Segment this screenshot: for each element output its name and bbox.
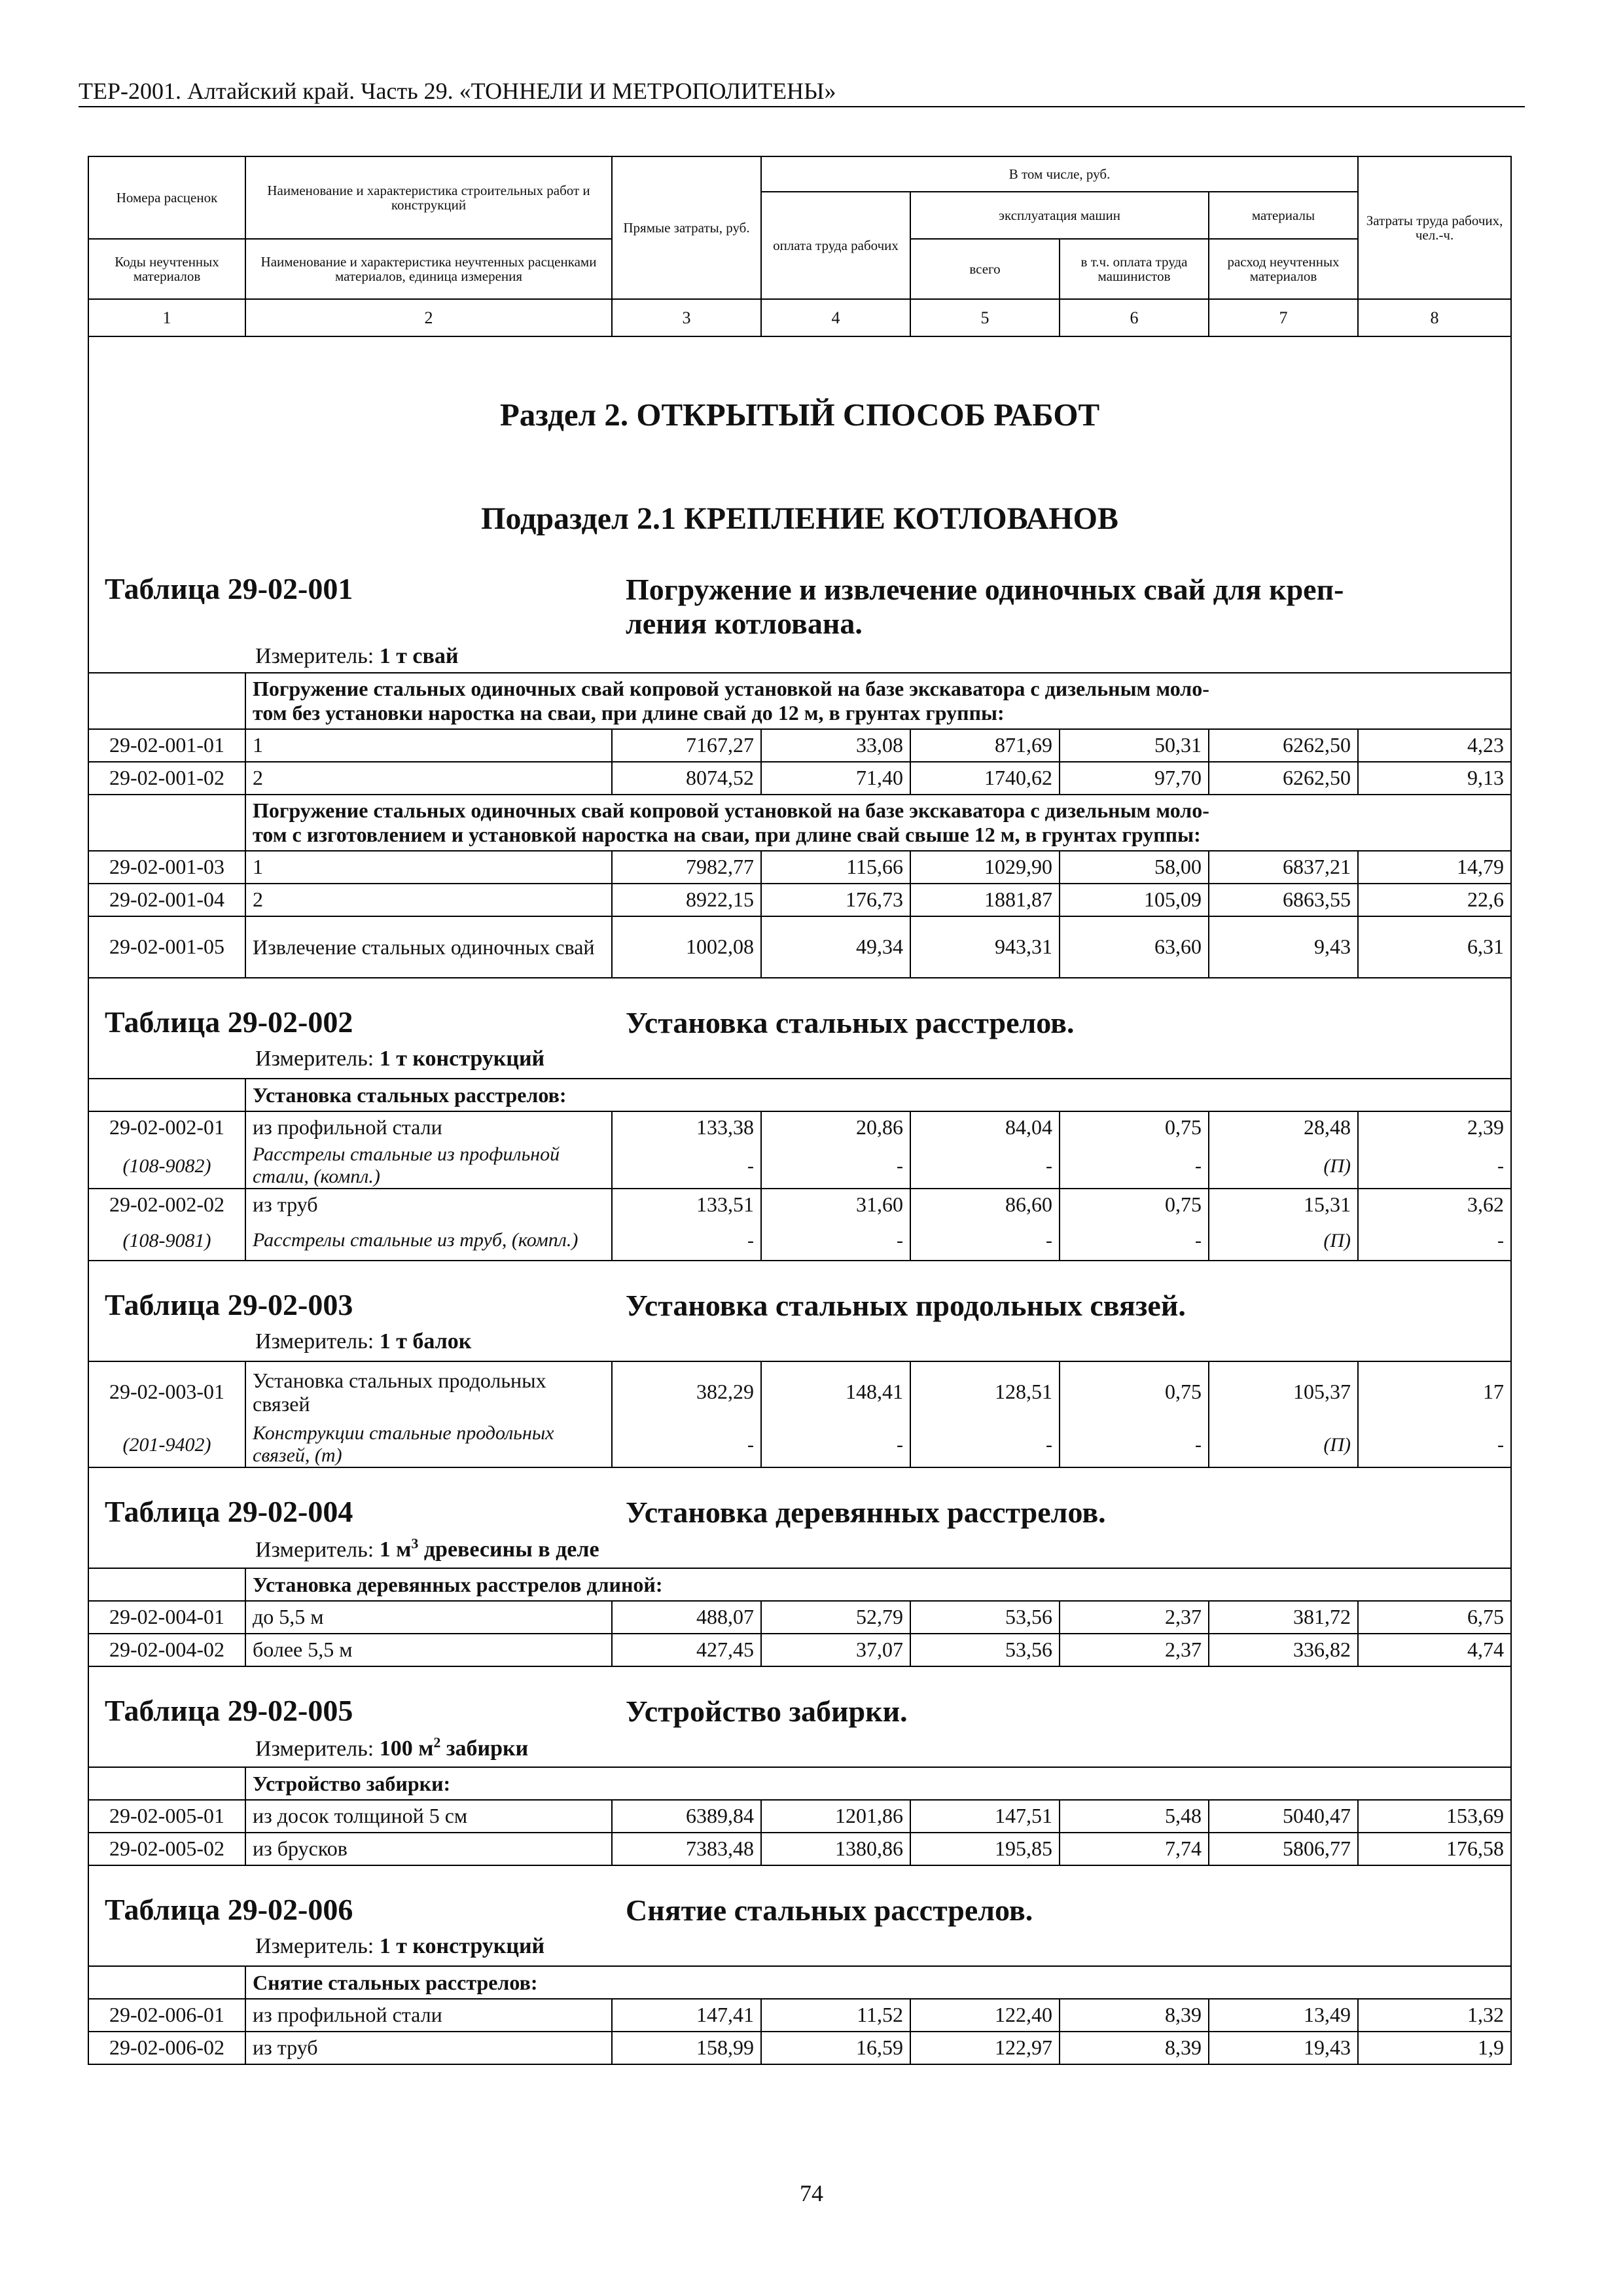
head-material-usage: расход неучтенных материалов xyxy=(1209,239,1358,299)
table-cell: 176,73 xyxy=(761,884,910,916)
table-cell: Расстрелы стальные из труб, (компл.) xyxy=(245,1221,612,1261)
table-cell: 2,37 xyxy=(1060,1634,1209,1666)
table-cell xyxy=(88,336,1511,673)
table-cell: из брусков xyxy=(245,1833,612,1865)
table-cell: 29-02-001-01 xyxy=(88,729,245,762)
material-row xyxy=(88,1422,1511,1467)
table-cell: - xyxy=(910,1143,1060,1189)
table-cell: 147,41 xyxy=(612,1999,761,2032)
table-cell: из профильной стали xyxy=(245,1111,612,1143)
table-cell: 382,29 xyxy=(612,1361,761,1422)
table-cell: 29-02-003-01 xyxy=(88,1361,245,1422)
table-cell: 115,66 xyxy=(761,851,910,884)
table-cell: (П) xyxy=(1209,1143,1358,1189)
head-material-names: Наименование и характеристика неучтенных расценками материалов, единица измерения xyxy=(245,239,612,299)
table-cell: 14,79 xyxy=(1358,851,1511,884)
table-cell: 7,74 xyxy=(1060,1833,1209,1865)
table-cell: 1380,86 xyxy=(761,1833,910,1865)
table-row xyxy=(88,1111,1511,1143)
table-cell xyxy=(88,795,245,851)
table-cell: 5040,47 xyxy=(1209,1800,1358,1833)
table-cell: 122,40 xyxy=(910,1999,1060,2032)
table-cell: Погружение стальных одиночных свай копровой установкой на базе экскаватора с дизельным моло- том с изготовлением и установкой наростка на сваи, при длине свай свыше 12 м, в грунтах группы: xyxy=(245,795,1511,851)
table-cell: из досок толщиной 5 см xyxy=(245,1800,612,1833)
table-row xyxy=(88,2032,1511,2064)
head-operator-pay: в т.ч. оплата труда машинистов xyxy=(1060,239,1209,299)
table-cell: - xyxy=(1358,1143,1511,1189)
table-cell: 7167,27 xyxy=(612,729,761,762)
table-cell xyxy=(88,1467,1511,1568)
table-cell: более 5,5 м xyxy=(245,1634,612,1666)
table-row xyxy=(88,1833,1511,1865)
table-cell: 53,56 xyxy=(910,1601,1060,1634)
table-cell: 0,75 xyxy=(1060,1189,1209,1221)
table-cell: 3,62 xyxy=(1358,1189,1511,1221)
table-cell: Извлечение стальных одиночных свай xyxy=(245,916,612,978)
table-cell: - xyxy=(761,1422,910,1467)
table-cell: - xyxy=(612,1143,761,1189)
table-cell: 2 xyxy=(245,762,612,795)
measure-unit: Измеритель: 1 т конструкций xyxy=(255,1047,545,1071)
head-labor-pay: оплата труда рабочих xyxy=(761,192,910,299)
table-cell: - xyxy=(1358,1221,1511,1261)
table-cell: Погружение стальных одиночных свай копровой установкой на базе экскаватора с дизельным моло- том без установки наростка на сваи, при длине свай до 12 м, в грунтах группы: xyxy=(245,673,1511,729)
table-cell xyxy=(88,1261,1511,1361)
table-row xyxy=(88,1361,1511,1422)
group-heading xyxy=(88,673,1511,729)
table-cell: 15,31 xyxy=(1209,1189,1358,1221)
table-cell: 148,41 xyxy=(761,1361,910,1422)
table-cell: 6262,50 xyxy=(1209,762,1358,795)
table-cell: 336,82 xyxy=(1209,1634,1358,1666)
col-num: 5 xyxy=(910,299,1060,336)
table-cell: 8922,15 xyxy=(612,884,761,916)
table-number: Таблица 29-02-004 xyxy=(105,1495,353,1528)
table-cell: 53,56 xyxy=(910,1634,1060,1666)
table-cell: 29-02-005-01 xyxy=(88,1800,245,1833)
table-cell: 1,9 xyxy=(1358,2032,1511,2064)
col-num: 7 xyxy=(1209,299,1358,336)
col-num: 1 xyxy=(88,299,245,336)
running-header xyxy=(79,72,1525,108)
measure-unit: Измеритель: 1 т балок xyxy=(255,1329,472,1354)
table-cell: 0,75 xyxy=(1060,1361,1209,1422)
table-cell: 16,59 xyxy=(761,2032,910,2064)
table-cell: (201-9402) xyxy=(88,1422,245,1467)
table-cell: - xyxy=(1358,1422,1511,1467)
table-cell: 133,51 xyxy=(612,1189,761,1221)
head-machine-operation: эксплуатация машин xyxy=(910,192,1209,239)
head-direct-costs: Прямые затраты, руб. xyxy=(612,156,761,299)
table-cell: 122,97 xyxy=(910,2032,1060,2064)
group-heading xyxy=(88,1568,1511,1601)
group-heading xyxy=(88,1767,1511,1800)
table-cell: 22,6 xyxy=(1358,884,1511,916)
table-cell: 6837,21 xyxy=(1209,851,1358,884)
table-cell: из труб xyxy=(245,2032,612,2064)
table-cell xyxy=(88,1079,245,1111)
table-cell: 63,60 xyxy=(1060,916,1209,978)
table-cell: 71,40 xyxy=(761,762,910,795)
table-cell: 427,45 xyxy=(612,1634,761,1666)
material-row xyxy=(88,1143,1511,1189)
table-cell: 195,85 xyxy=(910,1833,1060,1865)
table-cell: 52,79 xyxy=(761,1601,910,1634)
table-cell: 6,31 xyxy=(1358,916,1511,978)
table-cell xyxy=(88,1966,245,1999)
table-cell: 29-02-001-04 xyxy=(88,884,245,916)
table-cell: 943,31 xyxy=(910,916,1060,978)
table-cell: 2,39 xyxy=(1358,1111,1511,1143)
table-cell: 176,58 xyxy=(1358,1833,1511,1865)
table-name: Установка стальных продольных связей. xyxy=(626,1289,1186,1322)
table-cell: 31,60 xyxy=(761,1189,910,1221)
table-name: Снятие стальных расстрелов. xyxy=(626,1893,1033,1927)
table-cell: 17 xyxy=(1358,1361,1511,1422)
table-cell: 6262,50 xyxy=(1209,729,1358,762)
table-cell: 6863,55 xyxy=(1209,884,1358,916)
table-cell: 0,75 xyxy=(1060,1111,1209,1143)
table-cell: 29-02-001-05 xyxy=(88,916,245,978)
table-cell: 8074,52 xyxy=(612,762,761,795)
table-cell: 9,43 xyxy=(1209,916,1358,978)
table-cell xyxy=(88,673,245,729)
table-row xyxy=(88,1189,1511,1221)
header-rule xyxy=(79,106,1525,107)
table-cell: 1881,87 xyxy=(910,884,1060,916)
table-number: Таблица 29-02-006 xyxy=(105,1893,353,1926)
table-cell: 1740,62 xyxy=(910,762,1060,795)
table-number: Таблица 29-02-001 xyxy=(105,572,353,605)
measure-unit: Измеритель: 100 $м^2$ забирки xyxy=(255,1734,529,1761)
table-cell: - xyxy=(761,1221,910,1261)
table-cell: 8,39 xyxy=(1060,1999,1209,2032)
table-cell: 1201,86 xyxy=(761,1800,910,1833)
table-row xyxy=(88,884,1511,916)
table-name: Устройство забирки. xyxy=(626,1695,908,1728)
table-name: Установка стальных расстрелов. xyxy=(626,1006,1075,1039)
table-cell: 50,31 xyxy=(1060,729,1209,762)
table-cell xyxy=(88,1767,245,1800)
table-cell: 28,48 xyxy=(1209,1111,1358,1143)
table-row xyxy=(88,1999,1511,2032)
table-head xyxy=(88,156,1511,336)
table-cell: 1002,08 xyxy=(612,916,761,978)
table-cell: 29-02-004-01 xyxy=(88,1601,245,1634)
table-cell: из труб xyxy=(245,1189,612,1221)
table-number: Таблица 29-02-003 xyxy=(105,1288,353,1321)
table-cell: - xyxy=(910,1422,1060,1467)
head-material-codes: Коды неучтенных материалов xyxy=(88,239,245,299)
table-name: Установка деревянных расстрелов. xyxy=(626,1496,1106,1529)
table-cell: 13,49 xyxy=(1209,1999,1358,2032)
group-heading xyxy=(88,795,1511,851)
table-cell: Установка стальных расстрелов: xyxy=(245,1079,1511,1111)
table-cell: 105,09 xyxy=(1060,884,1209,916)
table-cell: 86,60 xyxy=(910,1189,1060,1221)
table-cell: 29-02-001-02 xyxy=(88,762,245,795)
table-row xyxy=(88,1800,1511,1833)
table-row xyxy=(88,916,1511,978)
table-cell: 29-02-002-02 xyxy=(88,1189,245,1221)
table-cell: 5806,77 xyxy=(1209,1833,1358,1865)
table-cell: Установка деревянных расстрелов длиной: xyxy=(245,1568,1511,1601)
table-cell: 29-02-006-02 xyxy=(88,2032,245,2064)
table-cell xyxy=(88,1568,245,1601)
table-cell: 1,32 xyxy=(1358,1999,1511,2032)
table-cell: 29-02-002-01 xyxy=(88,1111,245,1143)
table-cell: 2,37 xyxy=(1060,1601,1209,1634)
table-cell: Конструкции стальные продольных связей, (т) xyxy=(245,1422,612,1467)
measure-unit: Измеритель: 1 $м^3$ древесины в деле xyxy=(255,1535,599,1562)
table-cell xyxy=(88,1865,1511,1966)
table-cell: Устройство забирки: xyxy=(245,1767,1511,1800)
table-cell: Снятие стальных расстрелов: xyxy=(245,1966,1511,1999)
rates-table xyxy=(88,156,1512,2065)
head-work-name: Наименование и характеристика строительных работ и конструкций xyxy=(245,156,612,239)
table-cell: - xyxy=(1060,1221,1209,1261)
material-row xyxy=(88,1221,1511,1261)
table-cell: - xyxy=(910,1221,1060,1261)
page-number: 74 xyxy=(800,2180,823,2206)
measure-unit: Измеритель: 1 т свай xyxy=(255,644,459,668)
table-cell: 1 xyxy=(245,851,612,884)
table-cell: 19,43 xyxy=(1209,2032,1358,2064)
table-cell: - xyxy=(612,1221,761,1261)
table-cell: Установка стальных продольных связей xyxy=(245,1361,612,1422)
table-cell: 7982,77 xyxy=(612,851,761,884)
table-cell: 20,86 xyxy=(761,1111,910,1143)
table-cell: Расстрелы стальные из профильной стали, (компл.) xyxy=(245,1143,612,1189)
column-numbers-row xyxy=(88,299,1511,336)
table-cell: до 5,5 м xyxy=(245,1601,612,1634)
table-cell: 2 xyxy=(245,884,612,916)
table-cell: 1029,90 xyxy=(910,851,1060,884)
table-cell: 6,75 xyxy=(1358,1601,1511,1634)
table-cell: 29-02-006-01 xyxy=(88,1999,245,2032)
head-labor-hours: Затраты труда рабочих, чел.-ч. xyxy=(1358,156,1511,299)
table-cell: 29-02-005-02 xyxy=(88,1833,245,1865)
table-number: Таблица 29-02-005 xyxy=(105,1694,353,1727)
head-including: В том числе, руб. xyxy=(761,156,1358,192)
table-cell: 381,72 xyxy=(1209,1601,1358,1634)
table-cell: 105,37 xyxy=(1209,1361,1358,1422)
table-cell: 8,39 xyxy=(1060,2032,1209,2064)
table-cell: 153,69 xyxy=(1358,1800,1511,1833)
table-cell: (П) xyxy=(1209,1422,1358,1467)
col-num: 6 xyxy=(1060,299,1209,336)
table-cell: 6389,84 xyxy=(612,1800,761,1833)
table-cell: 49,34 xyxy=(761,916,910,978)
table-row xyxy=(88,1601,1511,1634)
table-cell: 128,51 xyxy=(910,1361,1060,1422)
rates-table-container xyxy=(88,156,1510,2065)
table-cell: 147,51 xyxy=(910,1800,1060,1833)
table-cell: 4,74 xyxy=(1358,1634,1511,1666)
group-heading xyxy=(88,1966,1511,1999)
head-materials: материалы xyxy=(1209,192,1358,239)
table-cell: из профильной стали xyxy=(245,1999,612,2032)
table-cell: 58,00 xyxy=(1060,851,1209,884)
table-cell: - xyxy=(1060,1422,1209,1467)
table-cell: 29-02-004-02 xyxy=(88,1634,245,1666)
running-header-title: ТЕР-2001. Алтайский край. Часть 29. «ТОННЕЛИ И МЕТРОПОЛИТЕНЫ» xyxy=(79,78,836,104)
table-cell: - xyxy=(1060,1143,1209,1189)
table-cell: 84,04 xyxy=(910,1111,1060,1143)
table-cell: - xyxy=(761,1143,910,1189)
table-cell: (108-9082) xyxy=(88,1143,245,1189)
table-cell: 158,99 xyxy=(612,2032,761,2064)
col-num: 4 xyxy=(761,299,910,336)
head-machines-total: всего xyxy=(910,239,1060,299)
table-row xyxy=(88,1634,1511,1666)
table-cell: (108-9081) xyxy=(88,1221,245,1261)
table-cell: 5,48 xyxy=(1060,1800,1209,1833)
table-cell: - xyxy=(612,1422,761,1467)
table-row xyxy=(88,729,1511,762)
table-cell xyxy=(88,978,1511,1079)
table-cell: 29-02-001-03 xyxy=(88,851,245,884)
table-cell: 37,07 xyxy=(761,1634,910,1666)
measure-unit: Измеритель: 1 т конструкций xyxy=(255,1934,545,1958)
col-num: 3 xyxy=(612,299,761,336)
table-number: Таблица 29-02-002 xyxy=(105,1005,353,1039)
table-row xyxy=(88,762,1511,795)
table-name: Погружение и извлечение одиночных свай для креп- ления котлована. xyxy=(626,573,1344,640)
table-cell: 9,13 xyxy=(1358,762,1511,795)
table-cell: 33,08 xyxy=(761,729,910,762)
table-cell: 871,69 xyxy=(910,729,1060,762)
table-cell xyxy=(88,1666,1511,1767)
table-cell: 97,70 xyxy=(1060,762,1209,795)
col-num: 8 xyxy=(1358,299,1511,336)
col-num: 2 xyxy=(245,299,612,336)
table-row xyxy=(88,851,1511,884)
head-rate-numbers: Номера расценок xyxy=(88,156,245,239)
table-cell: 4,23 xyxy=(1358,729,1511,762)
group-heading xyxy=(88,1079,1511,1111)
table-cell: 1 xyxy=(245,729,612,762)
subsection-title: Подраздел 2.1 КРЕПЛЕНИЕ КОТЛОВАНОВ xyxy=(481,501,1118,536)
table-cell: 133,38 xyxy=(612,1111,761,1143)
table-cell: 7383,48 xyxy=(612,1833,761,1865)
table-cell: 488,07 xyxy=(612,1601,761,1634)
table-cell: (П) xyxy=(1209,1221,1358,1261)
section-title: Раздел 2. ОТКРЫТЫЙ СПОСОБ РАБОТ xyxy=(499,397,1100,433)
table-cell: 11,52 xyxy=(761,1999,910,2032)
